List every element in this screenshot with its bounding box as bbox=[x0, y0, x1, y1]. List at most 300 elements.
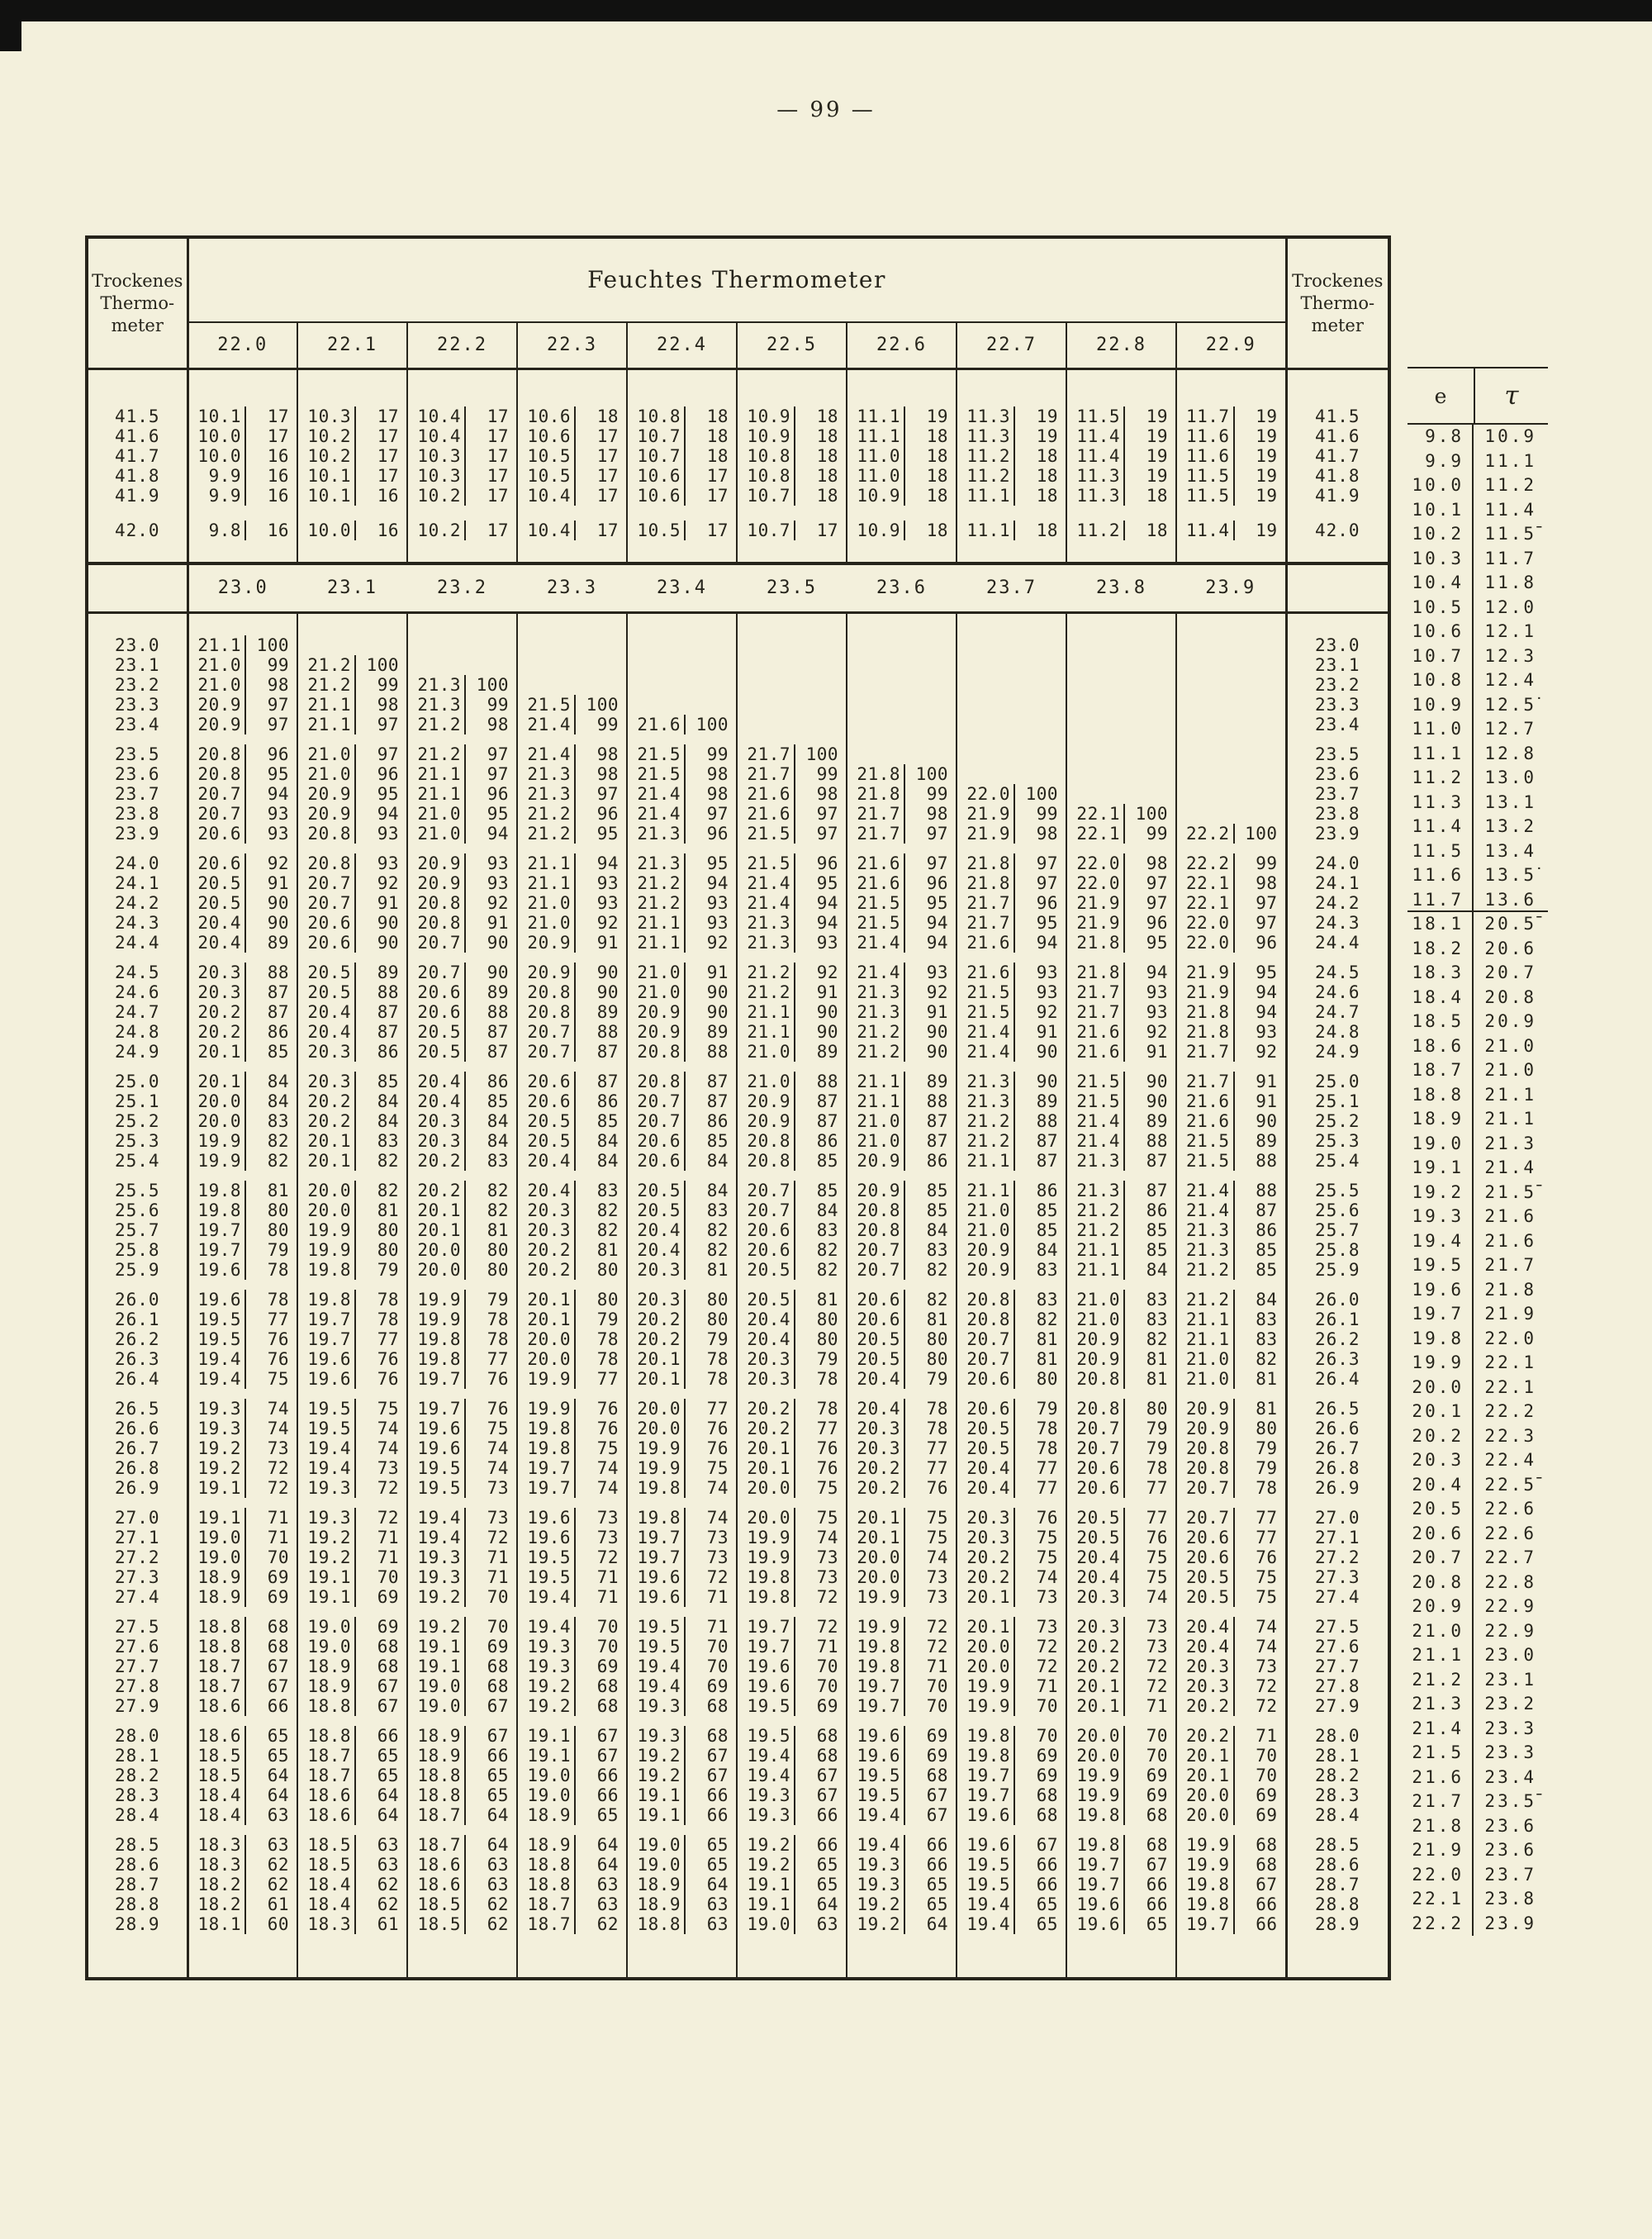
vapor-pressure-value: 19.2 bbox=[847, 1914, 905, 1934]
data-cell bbox=[737, 1805, 847, 1825]
data-cell bbox=[627, 913, 737, 933]
cell-values bbox=[1177, 1914, 1285, 1934]
relative-humidity-value: 94 bbox=[816, 893, 838, 913]
vapor-pressure-value: 20.9 bbox=[189, 715, 247, 734]
dewpoint-tau: 21.6 bbox=[1484, 1206, 1536, 1226]
vapor-pressure-value: 20.3 bbox=[189, 982, 247, 1002]
spacer-cell bbox=[957, 1498, 1066, 1508]
data-cell bbox=[627, 1785, 737, 1805]
dry-temp-label-right: 23.8 bbox=[1286, 804, 1389, 824]
cell-values bbox=[408, 1458, 516, 1478]
data-cell bbox=[517, 1042, 627, 1062]
vapor-pressure-value: 20.1 bbox=[1067, 1676, 1125, 1696]
cell-values bbox=[1177, 1349, 1285, 1369]
relative-humidity-value: 71 bbox=[706, 1587, 729, 1607]
cell-values bbox=[738, 1528, 846, 1547]
relative-humidity-value: 77 bbox=[1146, 1478, 1168, 1498]
data-cell bbox=[627, 1657, 737, 1676]
vapor-pressure-value: 20.3 bbox=[518, 1200, 576, 1220]
data-cell bbox=[188, 1260, 297, 1280]
vapor-pressure-value: 21.3 bbox=[1067, 1181, 1125, 1200]
vapor-pressure-value: 22.0 bbox=[957, 784, 1015, 804]
dry-temp-label-right: 24.4 bbox=[1286, 933, 1389, 953]
relative-humidity-value: 96 bbox=[596, 804, 619, 824]
dewpoint-tau: 23.2 bbox=[1484, 1694, 1536, 1714]
relative-humidity-value: 88 bbox=[377, 982, 399, 1002]
cell-values bbox=[957, 446, 1066, 466]
wet-temp-column-header: 22.2 bbox=[407, 322, 517, 369]
data-cell bbox=[957, 1657, 1066, 1676]
side-table-row bbox=[1408, 1448, 1548, 1473]
vapor-pressure-value: 10.9 bbox=[847, 486, 905, 506]
cell-values bbox=[957, 1805, 1066, 1825]
data-cell bbox=[297, 1240, 407, 1260]
relative-humidity-value: 71 bbox=[926, 1657, 948, 1676]
data-cell bbox=[627, 406, 737, 426]
relative-humidity-value: 64 bbox=[706, 1875, 729, 1894]
cell-values bbox=[847, 1914, 956, 1934]
cell-values bbox=[1177, 1260, 1285, 1280]
relative-humidity-value: 68 bbox=[267, 1617, 289, 1637]
cell-values bbox=[408, 1835, 516, 1855]
vapor-pressure-value: 19.8 bbox=[1177, 1894, 1235, 1914]
relative-humidity-value: 93 bbox=[596, 893, 619, 913]
relative-humidity-value: 93 bbox=[1146, 982, 1168, 1002]
vapor-pressure-value: 19.5 bbox=[738, 1726, 795, 1746]
vapor-pressure-value: 20.5 bbox=[408, 1022, 466, 1042]
relative-humidity-value: 99 bbox=[1256, 853, 1278, 873]
relative-humidity-value: 17 bbox=[596, 426, 619, 446]
relative-humidity-value: 68 bbox=[596, 1676, 619, 1696]
side-table-row bbox=[1408, 596, 1548, 620]
relative-humidity-value: 67 bbox=[487, 1696, 509, 1716]
data-cell bbox=[1176, 1131, 1286, 1151]
relative-humidity-value: 66 bbox=[1036, 1855, 1058, 1875]
vapor-pressure-value: 11.3 bbox=[957, 426, 1015, 446]
data-cell bbox=[188, 1290, 297, 1310]
cell-values bbox=[957, 1181, 1066, 1200]
data-cell bbox=[407, 675, 517, 695]
vapor-pressure-value: 21.3 bbox=[1177, 1220, 1235, 1240]
relative-humidity-value: 70 bbox=[1256, 1746, 1278, 1766]
relative-humidity-value: 95 bbox=[596, 824, 619, 844]
cell-values bbox=[1067, 1022, 1175, 1042]
side-table-row bbox=[1408, 839, 1548, 864]
vapor-pressure-value: 19.5 bbox=[408, 1478, 466, 1498]
table-row bbox=[87, 1478, 1389, 1498]
side-header-e: e bbox=[1408, 368, 1475, 423]
spacer-cell bbox=[847, 1389, 957, 1399]
relative-humidity-value: 85 bbox=[1146, 1240, 1168, 1260]
data-cell bbox=[517, 744, 627, 764]
vapor-pressure-value: 21.6 bbox=[1177, 1091, 1235, 1111]
vapor-pressure-value: 20.5 bbox=[408, 1042, 466, 1062]
vapor-pressure-value: 20.1 bbox=[189, 1072, 247, 1091]
cell-values bbox=[189, 655, 297, 675]
data-cell bbox=[517, 1240, 627, 1260]
cell-values bbox=[738, 1002, 846, 1022]
spacer-cell bbox=[517, 1280, 627, 1290]
cell-values bbox=[847, 1131, 956, 1151]
table-row bbox=[87, 1181, 1389, 1200]
data-cell bbox=[188, 1399, 297, 1419]
cell-values bbox=[738, 963, 846, 982]
data-cell bbox=[188, 1835, 297, 1855]
table-row bbox=[87, 963, 1389, 982]
spacer-row bbox=[87, 540, 1389, 563]
relative-humidity-value: 66 bbox=[706, 1785, 729, 1805]
dry-temp-label-right: 28.5 bbox=[1286, 1835, 1389, 1855]
spacer-cell bbox=[627, 1825, 737, 1835]
vapor-pressure-value: 18.9 bbox=[298, 1657, 356, 1676]
data-cell bbox=[737, 1528, 847, 1547]
dry-temp-label-left: 23.9 bbox=[87, 824, 188, 844]
data-cell bbox=[847, 1220, 957, 1240]
data-cell bbox=[1066, 1260, 1176, 1280]
relative-humidity-value: 80 bbox=[706, 1290, 729, 1310]
dry-temp-label-left: 27.6 bbox=[87, 1637, 188, 1657]
spacer-cell bbox=[1066, 1389, 1176, 1399]
relative-humidity-value: 95 bbox=[706, 853, 729, 873]
spacer-row bbox=[87, 369, 1389, 407]
cell-values bbox=[957, 1766, 1066, 1785]
vapor-pressure-value: 19.2 bbox=[738, 1835, 795, 1855]
table-row bbox=[87, 1131, 1389, 1151]
cell-values bbox=[738, 933, 846, 953]
cell-values bbox=[189, 1399, 297, 1419]
cell-values bbox=[189, 744, 297, 764]
spacer-cell bbox=[407, 844, 517, 853]
relative-humidity-value: 70 bbox=[1146, 1746, 1168, 1766]
spacer-cell bbox=[517, 1389, 627, 1399]
vapor-pressure-value: 18.4 bbox=[298, 1894, 356, 1914]
vapor-pressure-value: 19.5 bbox=[738, 1696, 795, 1716]
data-cell bbox=[407, 1369, 517, 1389]
cell-values bbox=[1067, 1200, 1175, 1220]
cell-values bbox=[189, 675, 297, 695]
vapor-pressure-value: 20.3 bbox=[189, 963, 247, 982]
data-cell bbox=[847, 1508, 957, 1528]
cell-values bbox=[408, 1894, 516, 1914]
data-cell bbox=[407, 1458, 517, 1478]
relative-humidity-value: 64 bbox=[596, 1855, 619, 1875]
data-cell bbox=[627, 1805, 737, 1825]
relative-humidity-value: 70 bbox=[487, 1617, 509, 1637]
data-cell bbox=[737, 466, 847, 486]
vapor-pressure-e: 11.6 bbox=[1408, 863, 1474, 888]
data-cell bbox=[1066, 873, 1176, 893]
cell-values bbox=[518, 1726, 626, 1746]
spacer-cell bbox=[517, 369, 627, 407]
vapor-pressure-value: 19.0 bbox=[189, 1528, 247, 1547]
dry-temp-label-right: 28.2 bbox=[1286, 1766, 1389, 1785]
vapor-pressure-value: 19.1 bbox=[738, 1875, 795, 1894]
cell-values bbox=[298, 1022, 406, 1042]
vapor-pressure-value: 21.3 bbox=[738, 913, 795, 933]
cell-values bbox=[738, 1696, 846, 1716]
vapor-pressure-value: 11.0 bbox=[847, 446, 905, 466]
cell-values bbox=[847, 521, 956, 540]
cell-values bbox=[408, 933, 516, 953]
spacer-cell bbox=[1066, 369, 1176, 407]
relative-humidity-value: 18 bbox=[1146, 521, 1168, 540]
cell-values bbox=[518, 1419, 626, 1438]
cell-values bbox=[518, 1894, 626, 1914]
relative-humidity-value: 19 bbox=[1256, 446, 1278, 466]
relative-humidity-value: 83 bbox=[1256, 1329, 1278, 1349]
vapor-pressure-value: 20.2 bbox=[847, 1478, 905, 1498]
relative-humidity-value: 88 bbox=[1256, 1151, 1278, 1171]
cell-values bbox=[298, 486, 406, 506]
vapor-pressure-value: 18.7 bbox=[518, 1914, 576, 1934]
cell-values bbox=[1177, 1835, 1285, 1855]
relative-humidity-value: 71 bbox=[377, 1547, 399, 1567]
cell-values bbox=[1067, 1508, 1175, 1528]
data-cell bbox=[1066, 963, 1176, 982]
data-cell bbox=[188, 675, 297, 695]
data-cell bbox=[957, 1567, 1066, 1587]
cell-values bbox=[957, 1746, 1066, 1766]
vapor-pressure-value: 21.6 bbox=[738, 784, 795, 804]
relative-humidity-value: 73 bbox=[1146, 1617, 1168, 1637]
side-table-row bbox=[1408, 1838, 1548, 1863]
data-cell bbox=[297, 873, 407, 893]
relative-humidity-value: 70 bbox=[1036, 1726, 1058, 1746]
vapor-pressure-value: 20.7 bbox=[518, 1042, 576, 1062]
vapor-pressure-value: 10.7 bbox=[738, 521, 795, 540]
cell-values bbox=[1177, 1657, 1285, 1676]
data-cell bbox=[407, 1290, 517, 1310]
cell-values bbox=[1177, 1002, 1285, 1022]
vapor-pressure-value: 21.0 bbox=[298, 764, 356, 784]
relative-humidity-value: 90 bbox=[706, 982, 729, 1002]
relative-humidity-value: 81 bbox=[377, 1200, 399, 1220]
relative-humidity-value: 97 bbox=[816, 804, 838, 824]
relative-humidity-value: 17 bbox=[487, 466, 509, 486]
vapor-pressure-e: 20.3 bbox=[1408, 1448, 1474, 1473]
vapor-pressure-value: 11.1 bbox=[847, 426, 905, 446]
side-table-row bbox=[1408, 693, 1548, 718]
relative-humidity-value: 85 bbox=[1036, 1200, 1058, 1220]
vapor-pressure-value: 20.6 bbox=[298, 933, 356, 953]
relative-humidity-value: 84 bbox=[706, 1181, 729, 1200]
cell-values bbox=[189, 804, 297, 824]
vapor-pressure-e: 21.5 bbox=[1408, 1741, 1474, 1766]
spacer-cell bbox=[847, 1607, 957, 1617]
spacer-cell bbox=[1066, 1934, 1176, 1979]
dry-temp-label-right: 26.1 bbox=[1286, 1310, 1389, 1329]
cell-values bbox=[298, 1260, 406, 1280]
dewpoint-tau: 12.3 bbox=[1484, 645, 1536, 666]
cell-values bbox=[738, 1746, 846, 1766]
spacer-cell bbox=[627, 1498, 737, 1508]
cell-values bbox=[1067, 1637, 1175, 1657]
relative-humidity-value: 62 bbox=[487, 1914, 509, 1934]
cell-values bbox=[847, 913, 956, 933]
dewpoint-tau: 22.2 bbox=[1484, 1401, 1536, 1421]
cell-values bbox=[189, 824, 297, 844]
relative-humidity-value: 90 bbox=[487, 963, 509, 982]
relative-humidity-value: 66 bbox=[1036, 1875, 1058, 1894]
data-cell bbox=[188, 1875, 297, 1894]
vapor-pressure-value: 20.9 bbox=[1177, 1419, 1235, 1438]
data-cell bbox=[188, 784, 297, 804]
vapor-pressure-value: 18.6 bbox=[189, 1726, 247, 1746]
dry-temp-label-left: 27.3 bbox=[87, 1567, 188, 1587]
relative-humidity-value: 83 bbox=[926, 1240, 948, 1260]
relative-humidity-value: 79 bbox=[926, 1369, 948, 1389]
wet-temp-column-header: 23.2 bbox=[407, 563, 517, 613]
cell-values bbox=[628, 1746, 736, 1766]
cell-values bbox=[298, 1547, 406, 1567]
cell-values bbox=[847, 1617, 956, 1637]
cell-values bbox=[847, 1022, 956, 1042]
cell-values bbox=[298, 1785, 406, 1805]
data-cell bbox=[737, 1766, 847, 1785]
relative-humidity-value: 18 bbox=[816, 446, 838, 466]
cell-values bbox=[847, 1419, 956, 1438]
relative-humidity-value: 85 bbox=[1036, 1220, 1058, 1240]
cell-values bbox=[518, 1349, 626, 1369]
dry-temp-label-left: 24.9 bbox=[87, 1042, 188, 1062]
relative-humidity-value: 67 bbox=[596, 1746, 619, 1766]
spacer-cell bbox=[627, 1062, 737, 1072]
data-cell bbox=[517, 1091, 627, 1111]
data-cell bbox=[957, 1587, 1066, 1607]
vapor-pressure-value: 10.4 bbox=[518, 521, 576, 540]
dry-temp-label-left: 23.6 bbox=[87, 764, 188, 784]
vapor-pressure-value: 20.5 bbox=[298, 963, 356, 982]
relative-humidity-value: 75 bbox=[1146, 1567, 1168, 1587]
vapor-pressure-value: 20.1 bbox=[189, 1042, 247, 1062]
relative-humidity-value: 63 bbox=[706, 1894, 729, 1914]
spacer-cell bbox=[188, 506, 297, 521]
cell-values bbox=[847, 1746, 956, 1766]
dry-temp-label-left: 23.2 bbox=[87, 675, 188, 695]
data-cell bbox=[407, 1329, 517, 1349]
cell-values bbox=[408, 521, 516, 540]
spacer-cell bbox=[1286, 506, 1389, 521]
data-cell bbox=[847, 1329, 957, 1349]
relative-humidity-value: 98 bbox=[596, 764, 619, 784]
data-cell bbox=[297, 1111, 407, 1131]
relative-humidity-value: 100 bbox=[1025, 784, 1058, 804]
cell-values bbox=[189, 466, 297, 486]
side-table-header bbox=[1408, 367, 1548, 425]
vapor-pressure-value: 20.8 bbox=[957, 1290, 1015, 1310]
dry-temp-label-left: 24.7 bbox=[87, 1002, 188, 1022]
relative-humidity-value: 17 bbox=[377, 406, 399, 426]
data-cell bbox=[188, 744, 297, 764]
cell-values bbox=[298, 446, 406, 466]
data-cell bbox=[627, 1587, 737, 1607]
cell-values bbox=[1177, 1508, 1285, 1528]
vapor-pressure-value: 19.8 bbox=[1067, 1835, 1125, 1855]
cell-values bbox=[518, 1151, 626, 1171]
vapor-pressure-value: 20.5 bbox=[957, 1438, 1015, 1458]
dry-temp-label-left: 24.1 bbox=[87, 873, 188, 893]
relative-humidity-value: 93 bbox=[487, 873, 509, 893]
cell-values bbox=[408, 1002, 516, 1022]
relative-humidity-value: 66 bbox=[267, 1696, 289, 1716]
relative-humidity-value: 81 bbox=[1146, 1369, 1168, 1389]
cell-values bbox=[628, 1329, 736, 1349]
cell-values bbox=[847, 1805, 956, 1825]
vapor-pressure-value: 18.5 bbox=[408, 1914, 466, 1934]
header-row-wet-temps bbox=[87, 322, 1389, 369]
vapor-pressure-value: 19.8 bbox=[1177, 1875, 1235, 1894]
data-cell bbox=[847, 486, 957, 506]
relative-humidity-value: 84 bbox=[377, 1111, 399, 1131]
cell-values bbox=[189, 426, 297, 446]
cell-values bbox=[298, 933, 406, 953]
relative-humidity-value: 68 bbox=[1256, 1855, 1278, 1875]
vapor-pressure-value: 19.4 bbox=[298, 1458, 356, 1478]
vapor-pressure-value: 20.9 bbox=[408, 853, 466, 873]
data-cell bbox=[847, 1310, 957, 1329]
cell-values bbox=[298, 1617, 406, 1637]
relative-humidity-value: 62 bbox=[267, 1855, 289, 1875]
spacer-cell bbox=[847, 1498, 957, 1508]
vapor-pressure-value: 19.2 bbox=[518, 1676, 576, 1696]
dry-temp-label-left: 41.6 bbox=[87, 426, 188, 446]
vapor-pressure-value: 19.7 bbox=[298, 1329, 356, 1349]
data-cell bbox=[847, 1072, 957, 1091]
cell-values bbox=[189, 1310, 297, 1329]
vapor-pressure-value: 20.7 bbox=[189, 784, 247, 804]
spacer-row bbox=[87, 506, 1389, 521]
relative-humidity-value: 68 bbox=[1256, 1835, 1278, 1855]
dewpoint-tau: 22.6 bbox=[1484, 1499, 1536, 1519]
relative-humidity-value: 80 bbox=[596, 1260, 619, 1280]
relative-humidity-value: 63 bbox=[267, 1805, 289, 1825]
data-cell bbox=[188, 1369, 297, 1389]
relative-humidity-value: 73 bbox=[487, 1508, 509, 1528]
dry-temp-label-right: 23.2 bbox=[1286, 675, 1389, 695]
data-cell bbox=[627, 695, 737, 715]
cell-values bbox=[189, 1894, 297, 1914]
spacer-cell bbox=[87, 734, 188, 744]
data-cell bbox=[627, 1260, 737, 1280]
data-cell bbox=[407, 1200, 517, 1220]
data-cell bbox=[847, 1637, 957, 1657]
cell-values bbox=[1067, 1894, 1175, 1914]
cell-values bbox=[738, 1290, 846, 1310]
dry-temp-label-right: 24.3 bbox=[1286, 913, 1389, 933]
table-row bbox=[87, 1220, 1389, 1240]
cell-values bbox=[1067, 963, 1175, 982]
data-cell bbox=[188, 1220, 297, 1240]
table-row bbox=[87, 1805, 1389, 1825]
data-cell bbox=[1066, 1151, 1176, 1171]
dry-temp-label-right: 26.6 bbox=[1286, 1419, 1389, 1438]
relative-humidity-value: 69 bbox=[1256, 1785, 1278, 1805]
relative-humidity-value: 19 bbox=[1256, 426, 1278, 446]
vapor-pressure-value: 20.2 bbox=[298, 1091, 356, 1111]
cell-values bbox=[1067, 1240, 1175, 1260]
vapor-pressure-value: 21.2 bbox=[628, 873, 686, 893]
vapor-pressure-value: 19.9 bbox=[957, 1676, 1015, 1696]
relative-humidity-value: 75 bbox=[1036, 1528, 1058, 1547]
data-cell bbox=[1176, 1587, 1286, 1607]
data-cell bbox=[627, 1042, 737, 1062]
cell-values bbox=[1067, 1151, 1175, 1171]
data-cell bbox=[297, 1349, 407, 1369]
relative-humidity-value: 83 bbox=[816, 1220, 838, 1240]
vapor-pressure-value: 19.1 bbox=[628, 1805, 686, 1825]
vapor-pressure-e: 19.8 bbox=[1408, 1327, 1474, 1352]
side-table-row bbox=[1408, 1766, 1548, 1790]
